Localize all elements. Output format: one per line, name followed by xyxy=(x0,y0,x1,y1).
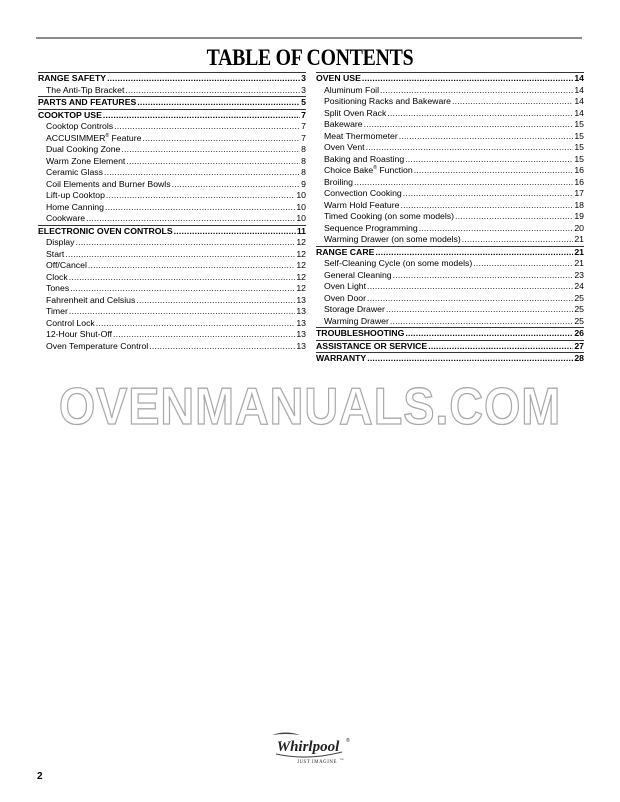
toc-page-number: 13 xyxy=(296,329,306,339)
toc-page-number: 12 xyxy=(296,260,306,270)
toc-entry xyxy=(38,295,306,307)
toc-page-number: 10 xyxy=(296,201,306,212)
toc-leader-dots xyxy=(399,131,574,143)
toc-page-number: 10 xyxy=(296,190,306,200)
toc-entry-label: Start xyxy=(46,248,65,259)
toc-leader-dots xyxy=(405,328,573,340)
toc-entry-label: Positioning Racks and Bakeware xyxy=(324,96,452,106)
toc-entry-label: Dual Cooking Zone xyxy=(46,144,121,154)
toc-entry-label: The Anti-Tip Bracket xyxy=(46,84,125,95)
toc-page-number: 24 xyxy=(574,281,584,291)
toc-page-number: 23 xyxy=(574,269,584,280)
toc-entry xyxy=(38,329,306,341)
toc-page-number: 10 xyxy=(296,213,306,223)
toc-page-number: 19 xyxy=(574,211,584,221)
toc-entry xyxy=(38,341,306,353)
toc-entry-label: Control Lock xyxy=(46,317,95,328)
logo-tm-mark: ™ xyxy=(340,758,344,762)
toc-entry xyxy=(38,179,306,191)
toc-entry-label: Warm Zone Element xyxy=(46,155,126,166)
toc-leader-dots xyxy=(364,119,574,131)
toc-page-number: 7 xyxy=(301,132,306,143)
toc-entry-label: Choice Bake® Function xyxy=(324,165,413,175)
toc-leader-dots xyxy=(114,121,300,133)
toc-page-number: 8 xyxy=(301,155,306,166)
toc-leader-dots xyxy=(393,270,574,282)
toc-entry-label: Bakeware xyxy=(324,119,363,129)
toc-entry xyxy=(316,142,584,154)
toc-leader-dots xyxy=(96,318,296,330)
toc-entry-label: Clock xyxy=(46,271,68,282)
logo-brand-text: Whirlpool xyxy=(276,739,340,755)
logo-swirl-icon xyxy=(272,733,300,736)
toc-page-number: 15 xyxy=(574,142,584,152)
toc-entry xyxy=(316,165,584,177)
toc-page-number: 14 xyxy=(574,73,584,83)
toc-entry xyxy=(38,237,306,249)
toc-leader-dots xyxy=(375,247,573,259)
toc-entry xyxy=(316,200,584,212)
toc-entry xyxy=(38,121,306,133)
toc-page-number: 13 xyxy=(296,294,306,305)
toc-page-number: 7 xyxy=(301,121,306,131)
toc-page-number: 26 xyxy=(574,328,584,338)
toc-entry-label: Off/Cancel xyxy=(46,260,87,270)
toc-leader-dots xyxy=(125,85,300,97)
toc-page-number: 21 xyxy=(574,258,584,268)
toc-entry xyxy=(316,188,584,200)
page-title: TABLE OF CONTENTS xyxy=(206,45,414,70)
toc-entry-label: ASSISTANCE OR SERVICE xyxy=(316,340,428,351)
toc-leader-dots xyxy=(366,142,574,154)
toc-leader-dots xyxy=(386,304,573,316)
toc-leader-dots xyxy=(174,226,296,238)
toc-leader-dots xyxy=(380,85,573,97)
toc-page-number: 20 xyxy=(574,222,584,233)
toc-entry xyxy=(316,234,584,246)
toc-entry-label: Cookware xyxy=(46,213,86,223)
toc-entry xyxy=(38,190,306,202)
toc-entry-label: Oven Vent xyxy=(324,142,365,152)
toc-entry-label: Warm Hold Feature xyxy=(324,199,400,210)
toc-leader-dots xyxy=(103,110,300,122)
toc-entry-label: Timer xyxy=(46,306,68,316)
toc-entry-label: Warming Drawer (on some models) xyxy=(324,234,461,244)
toc-leader-dots xyxy=(452,96,573,108)
toc-page-number: 13 xyxy=(296,317,306,328)
toc-entry xyxy=(38,318,306,330)
toc-section-entry xyxy=(316,246,584,259)
toc-leader-dots xyxy=(367,281,573,293)
toc-section-entry xyxy=(38,225,306,238)
toc-entry xyxy=(38,272,306,284)
toc-entry-label: Oven Door xyxy=(324,292,367,303)
toc-entry-label: Oven Light xyxy=(324,281,367,291)
toc-leader-dots xyxy=(390,316,573,328)
toc-page-number: 13 xyxy=(296,340,306,351)
toc-section-entry xyxy=(316,72,584,85)
toc-page-number: 16 xyxy=(574,176,584,187)
toc-leader-dots xyxy=(113,329,295,341)
toc-entry xyxy=(38,85,306,97)
toc-entry xyxy=(38,144,306,156)
toc-entry xyxy=(38,213,306,225)
toc-leader-dots xyxy=(136,295,295,307)
toc-leader-dots xyxy=(362,73,573,85)
toc-leader-dots xyxy=(137,97,300,109)
toc-entry xyxy=(316,85,584,97)
toc-leader-dots xyxy=(86,213,295,225)
toc-entry xyxy=(38,249,306,261)
toc-leader-dots xyxy=(462,234,574,246)
toc-entry-label: Sequence Programming xyxy=(324,222,418,233)
toc-leader-dots xyxy=(419,223,574,235)
toc-page-number: 3 xyxy=(301,84,306,95)
toc-leader-dots xyxy=(172,179,301,191)
toc-right-column xyxy=(316,72,584,365)
toc-page-number: 12 xyxy=(296,237,306,247)
toc-leader-dots xyxy=(126,156,300,168)
toc-section-entry xyxy=(316,327,584,340)
toc-leader-dots xyxy=(149,341,295,353)
toc-page-number: 28 xyxy=(574,353,584,363)
toc-entry-label: Fahrenheit and Celsius xyxy=(46,294,136,305)
toc-entry-label: WARRANTY xyxy=(316,353,367,363)
toc-page-number: 25 xyxy=(574,304,584,314)
toc-entry xyxy=(316,316,584,328)
toc-entry xyxy=(316,96,584,108)
toc-entry-label: RANGE SAFETY xyxy=(38,73,107,83)
toc-page-number: 14 xyxy=(574,84,584,95)
toc-entry xyxy=(38,156,306,168)
toc-page-number: 16 xyxy=(574,165,584,175)
toc-entry-label: ELECTRONIC OVEN CONTROLS xyxy=(38,225,173,236)
toc-entry-label: RANGE CARE xyxy=(316,246,375,257)
toc-entry-label: Lift-up Cooktop xyxy=(46,190,105,200)
toc-entry-label: OVEN USE xyxy=(316,73,361,83)
watermark: OVENMANUALS.COM xyxy=(58,378,562,436)
toc-left-column xyxy=(38,72,306,352)
toc-leader-dots xyxy=(104,167,300,179)
toc-page-number: 14 xyxy=(574,107,584,118)
toc-leader-dots xyxy=(414,165,574,177)
toc-page-number: 13 xyxy=(296,306,306,316)
toc-page-number: 12 xyxy=(296,283,306,293)
toc-leader-dots xyxy=(367,353,573,365)
toc-entry xyxy=(316,223,584,235)
page-number: 2 xyxy=(37,771,43,782)
toc-page-number: 8 xyxy=(301,144,306,154)
toc-entry xyxy=(316,131,584,143)
toc-entry-label: Oven Temperature Control xyxy=(46,340,149,351)
toc-entry-label: 12-Hour Shut-Off xyxy=(46,329,112,339)
top-rule xyxy=(36,37,582,39)
toc-entry-label: Coil Elements and Burner Bowls xyxy=(46,178,171,189)
toc-section-entry xyxy=(38,109,306,122)
toc-leader-dots xyxy=(70,283,295,295)
toc-page-number: 14 xyxy=(574,96,584,106)
toc-leader-dots xyxy=(105,202,295,214)
toc-entry-label: Cooktop Controls xyxy=(46,121,114,131)
toc-leader-dots xyxy=(387,108,573,120)
toc-entry xyxy=(316,177,584,189)
toc-page-number: 17 xyxy=(574,188,584,198)
toc-entry-label: Split Oven Rack xyxy=(324,107,387,118)
toc-entry xyxy=(38,306,306,318)
toc-page-number: 25 xyxy=(574,292,584,303)
toc-page-number: 12 xyxy=(296,248,306,259)
toc-leader-dots xyxy=(473,258,573,270)
toc-entry xyxy=(316,211,584,223)
toc-section-entry xyxy=(38,96,306,109)
toc-page-number: 3 xyxy=(301,73,306,83)
toc-entry-label: Broiling xyxy=(324,176,353,187)
toc-page-number: 21 xyxy=(574,234,584,244)
toc-entry-label: COOKTOP USE xyxy=(38,109,102,120)
toc-leader-dots xyxy=(142,133,300,145)
toc-entry-label: Timed Cooking (on some models) xyxy=(324,211,455,221)
whirlpool-logo xyxy=(262,731,354,767)
toc-entry xyxy=(316,108,584,120)
toc-page-number: 15 xyxy=(574,130,584,141)
toc-entry xyxy=(38,133,306,145)
toc-leader-dots xyxy=(455,211,573,223)
toc-entry-label: TROUBLESHOOTING xyxy=(316,328,405,338)
toc-entry-label: Self-Cleaning Cycle (on some models) xyxy=(324,258,473,268)
toc-leader-dots xyxy=(76,237,296,249)
toc-leader-dots xyxy=(121,144,300,156)
toc-leader-dots xyxy=(65,249,295,261)
toc-entry-label: Home Canning xyxy=(46,201,104,212)
toc-entry xyxy=(316,304,584,316)
toc-page-number: 5 xyxy=(301,97,306,107)
toc-leader-dots xyxy=(69,306,295,318)
logo-tagline: JUST IMAGINE xyxy=(296,760,338,765)
toc-entry xyxy=(316,119,584,131)
toc-page-number: 15 xyxy=(574,153,584,164)
toc-entry xyxy=(38,202,306,214)
toc-section-entry xyxy=(38,72,306,85)
toc-page-number: 18 xyxy=(574,199,584,210)
toc-entry xyxy=(38,260,306,272)
toc-entry-label: Meat Thermometer xyxy=(324,130,398,141)
toc-page-number: 25 xyxy=(574,315,584,326)
toc-leader-dots xyxy=(400,200,573,212)
toc-entry-label: Warming Drawer xyxy=(324,315,389,326)
toc-page-number: 9 xyxy=(301,178,306,189)
toc-entry xyxy=(316,258,584,270)
toc-entry xyxy=(38,167,306,179)
toc-entry-label: General Cleaning xyxy=(324,269,392,280)
toc-leader-dots xyxy=(69,272,296,284)
toc-leader-dots xyxy=(107,73,300,85)
toc-entry xyxy=(316,154,584,166)
logo-reg-mark: ® xyxy=(346,738,350,744)
toc-page-number: 11 xyxy=(296,225,306,236)
toc-page-number: 8 xyxy=(301,167,306,177)
toc-entry-label: Convection Cooking xyxy=(324,188,402,198)
toc-leader-dots xyxy=(106,190,295,202)
toc-leader-dots xyxy=(354,177,573,189)
toc-section-entry xyxy=(316,352,584,365)
toc-entry-label: Storage Drawer xyxy=(324,304,385,314)
toc-leader-dots xyxy=(428,341,573,353)
toc-section-entry xyxy=(316,340,584,353)
toc-entry xyxy=(316,281,584,293)
toc-leader-dots xyxy=(403,188,574,200)
toc-entry-label: Baking and Roasting xyxy=(324,153,405,164)
toc-page-number: 15 xyxy=(574,119,584,129)
toc-entry-label: Display xyxy=(46,237,75,247)
toc-entry xyxy=(316,270,584,282)
toc-entry-label: ACCUSIMMER® Feature xyxy=(46,132,142,143)
toc-entry-label: Aluminum Foil xyxy=(324,84,380,95)
toc-entry-label: Ceramic Glass xyxy=(46,167,103,177)
toc-entry-label: PARTS AND FEATURES xyxy=(38,97,137,107)
toc-page-number: 7 xyxy=(301,109,306,120)
toc-page-number: 21 xyxy=(574,246,584,257)
toc-page-number: 27 xyxy=(574,340,584,351)
toc-leader-dots xyxy=(405,154,573,166)
toc-entry-label: Tones xyxy=(46,283,70,293)
toc-leader-dots xyxy=(88,260,295,272)
toc-entry xyxy=(316,293,584,305)
toc-entry xyxy=(38,283,306,295)
toc-leader-dots xyxy=(367,293,573,305)
toc-page-number: 12 xyxy=(296,271,306,282)
